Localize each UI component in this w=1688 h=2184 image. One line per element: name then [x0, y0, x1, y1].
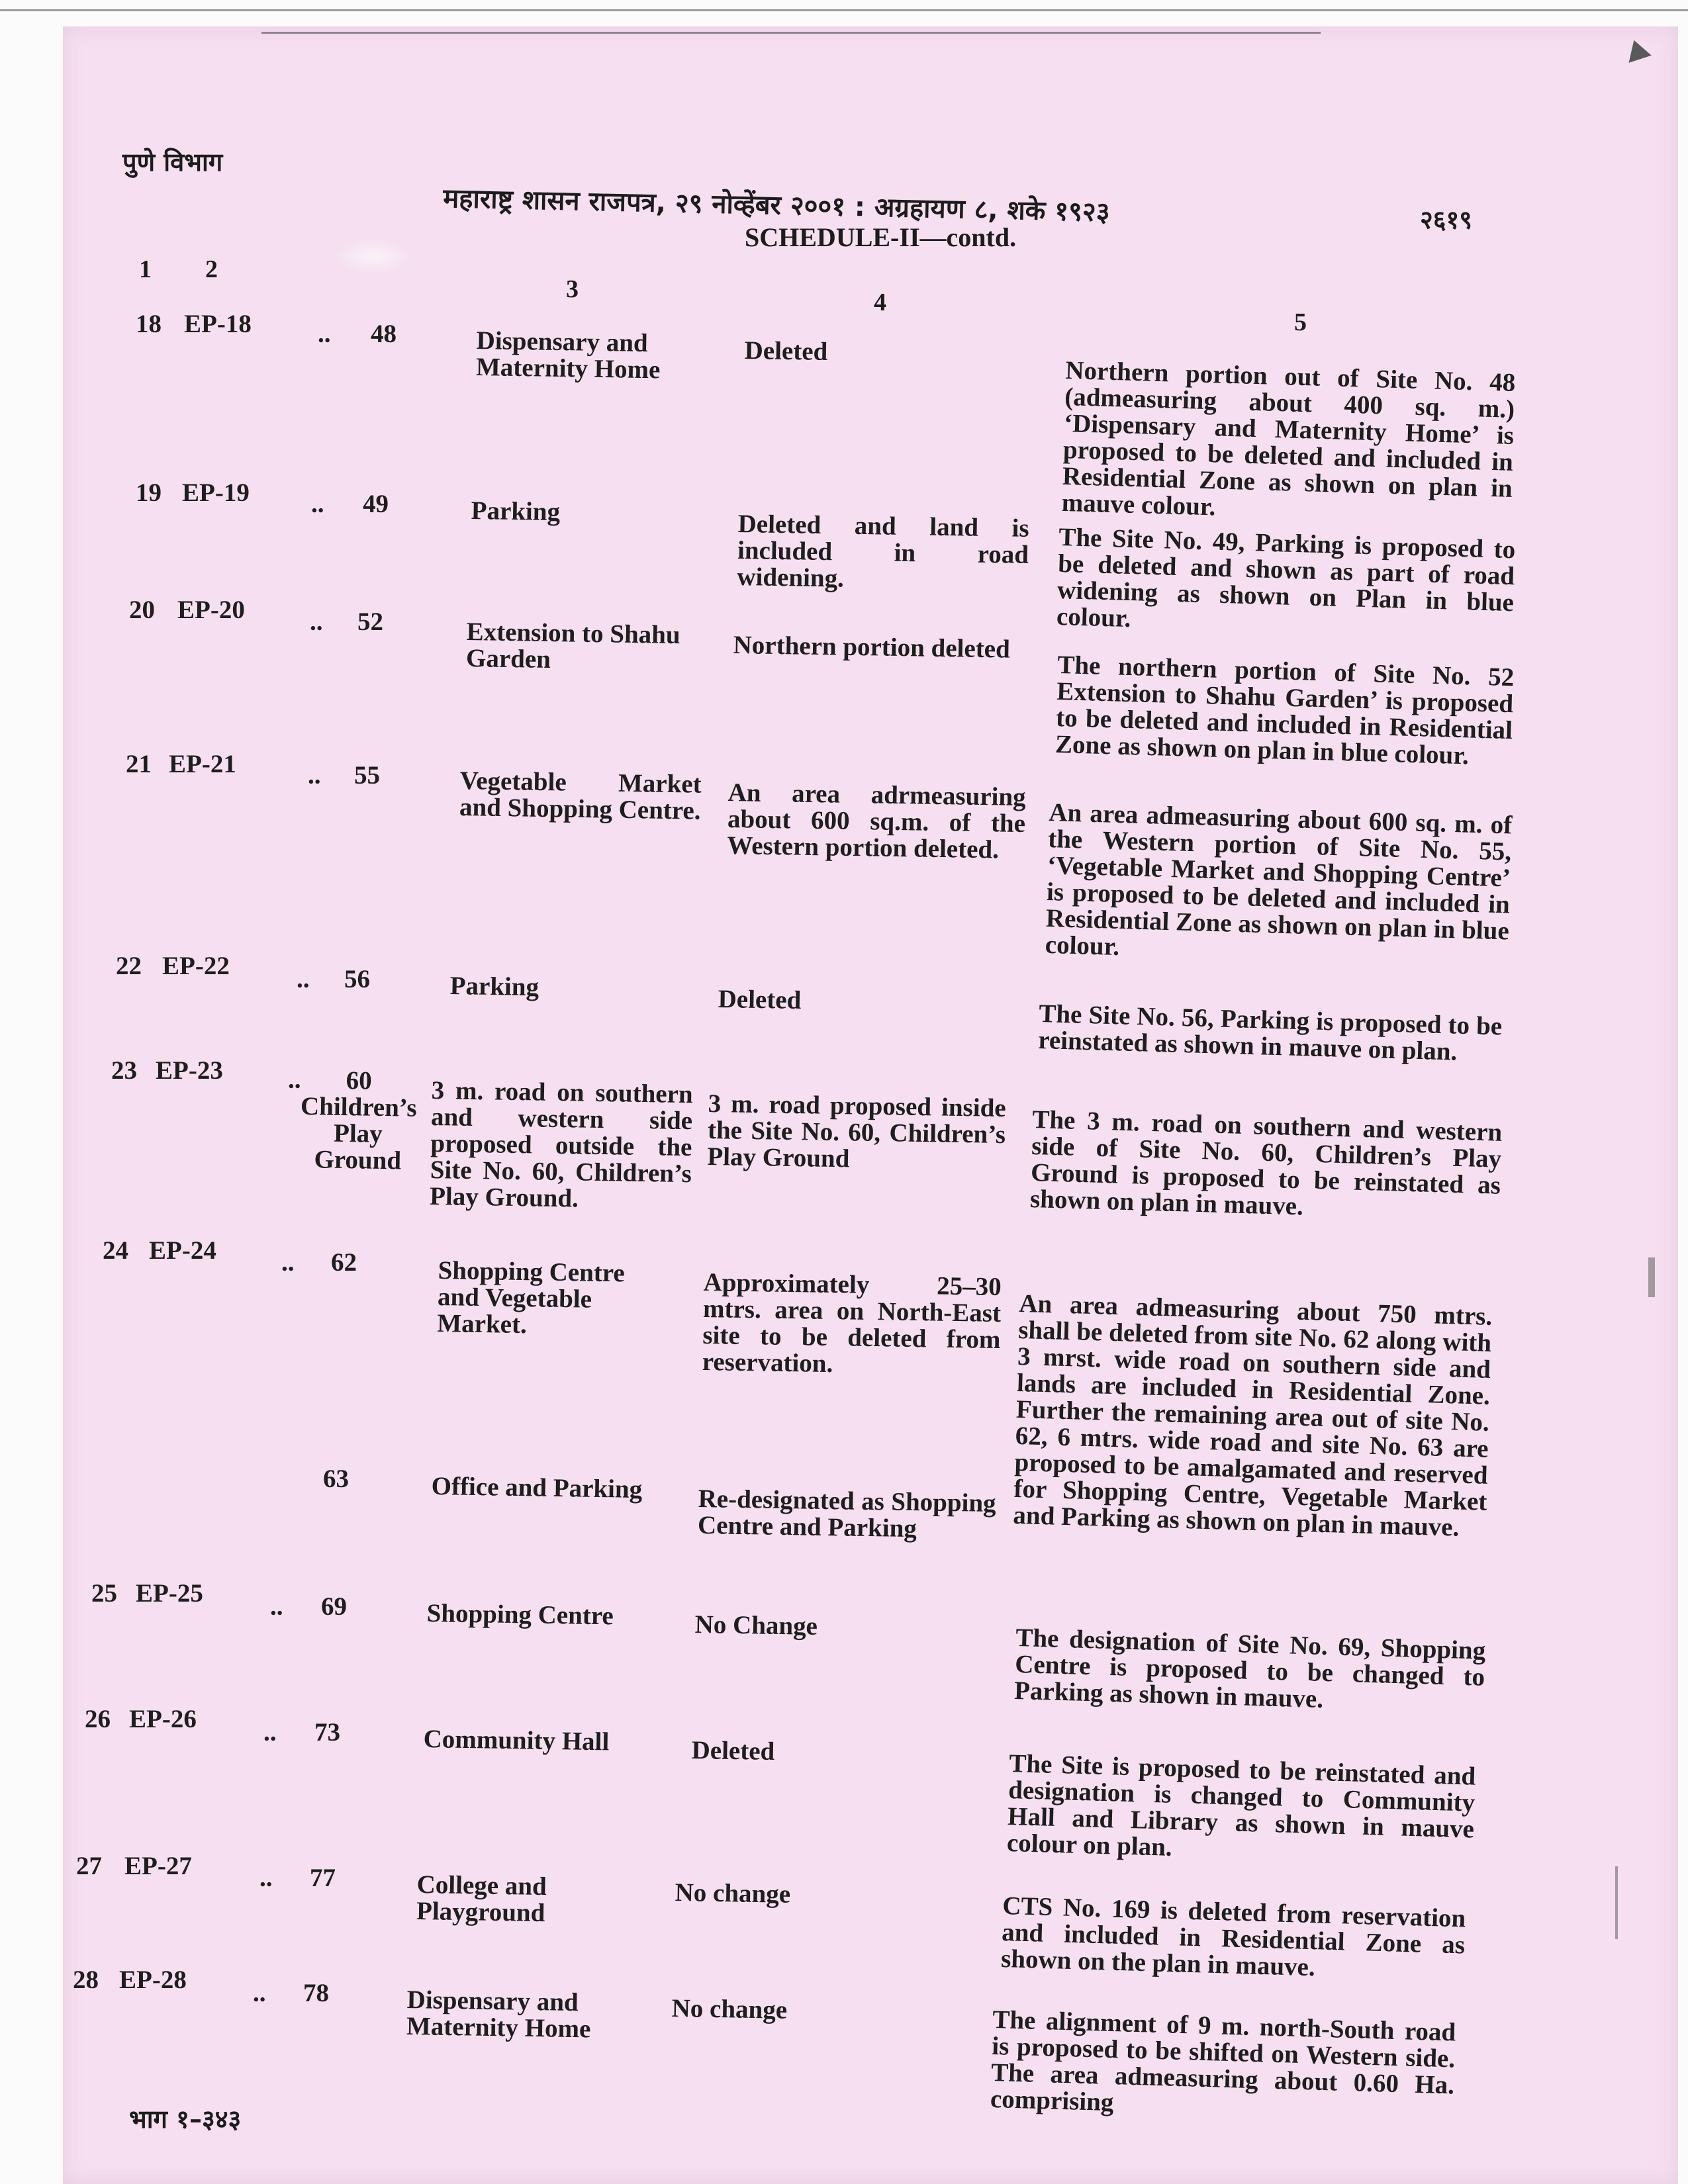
remarks: The Site No. 49, Parking is proposed to be deleted and shown as part of road widening as shown on Plan in blue colour.: [1056, 523, 1516, 633]
serial-number: 27: [76, 1852, 102, 1880]
site-number: 77: [310, 1864, 336, 1892]
modification: Re-designated as Shopping Centre and Parking: [697, 1484, 996, 1543]
column-number-5: 5: [1294, 308, 1307, 336]
purpose-of-reservation: Extension to Shahu Garden: [465, 617, 680, 674]
page-top-line: [261, 32, 1321, 34]
purpose-of-reservation: College and Playground: [416, 1870, 547, 1928]
modification: No change: [675, 1878, 791, 1909]
site-number: 62: [331, 1248, 357, 1277]
site-number: 69: [321, 1592, 347, 1621]
scan-top-rule: [0, 9, 1688, 11]
column-number-1: 1: [139, 255, 152, 283]
site-number: 52: [357, 608, 383, 636]
purpose-of-reservation: Shopping Centre and Vegetable Market.: [437, 1256, 626, 1340]
remarks: The designation of Site No. 69, Shopping Centre is proposed to be changed to Parking as shown in mauve.: [1013, 1623, 1486, 1713]
modification: 3 m. road proposed inside the Site No. 60, Children’s Play Ground: [707, 1089, 1006, 1173]
ep-code: EP-21: [169, 750, 236, 778]
ep-code: EP-20: [177, 596, 245, 624]
purpose-of-reservation: Dispensary and Maternity Home: [406, 1985, 591, 2044]
purpose-of-reservation: 3 m. road on southern and western side proposed outside the Site No. 60, Children’s Play Ground.: [429, 1076, 693, 1213]
ep-code: EP-23: [156, 1056, 223, 1085]
ditto-dots: ..: [270, 1592, 283, 1621]
ep-code: EP-28: [119, 1966, 187, 1994]
remarks: The alignment of 9 m. north-South road is proposed to be shifted on Western side. The area admeasuring about 0.60 Ha. comprising: [990, 2005, 1456, 2117]
ditto-dots: ..: [308, 761, 321, 790]
ep-code: EP-25: [136, 1579, 203, 1608]
purpose-of-reservation: Dispensary and Maternity Home: [475, 326, 661, 385]
serial-number: 24: [103, 1236, 128, 1265]
remarks: Northern portion out of Site No. 48 (admeasuring about 400 sq. m.) ‘Dispensary and Maternity Home’ is proposed to be deleted and included in Residential Zone as shown on plan in mauve colour.: [1061, 356, 1516, 522]
modification: No change: [671, 1994, 788, 2025]
modification: Northern portion deleted: [733, 631, 1011, 664]
margin-mark: [1615, 1866, 1618, 1939]
site-number: 48: [371, 320, 397, 348]
ep-code: EP-22: [162, 952, 230, 980]
modification: Deleted: [691, 1736, 775, 1766]
site-number: 56: [344, 965, 370, 993]
modification: Deleted: [718, 985, 802, 1015]
ep-code: EP-18: [184, 310, 252, 338]
serial-number: 26: [85, 1705, 111, 1733]
ditto-dots: ..: [288, 1066, 301, 1094]
ditto-dots: ..: [281, 1248, 295, 1277]
serial-number: 21: [126, 750, 152, 778]
ditto-dots: ..: [311, 490, 324, 518]
site-number: 49: [363, 490, 389, 518]
column-number-2: 2: [205, 255, 218, 283]
remarks: The 3 m. road on southern and western side of Site No. 60, Children’s Play Ground is proposed to be reinstated as shown on plan in mauve.: [1029, 1105, 1503, 1221]
modification: Approximately 25–30 mtrs. area on North-East site to be deleted from reservation.: [702, 1268, 1002, 1379]
remarks: An area admeasuring about 600 sq. m. of the Western portion of Site No. 55, ‘Vegetable Market and Shopping Centre’ is proposed to be deleted and included in Residential Zone as shown on plan in blue colour.: [1045, 798, 1513, 962]
serial-number: 20: [129, 596, 155, 624]
ditto-dots: ..: [318, 320, 331, 348]
ditto-dots: ..: [310, 608, 323, 636]
purpose-of-reservation: Vegetable Market and Shopping Centre.: [459, 766, 702, 825]
purpose-of-reservation: Shopping Centre: [426, 1599, 614, 1631]
purpose-of-reservation: Parking: [449, 972, 539, 1002]
remarks: The Site is proposed to be reinstated and designation is changed to Community Hall and Library as shown in mauve colour on plan.: [1006, 1749, 1476, 1862]
remarks: The Site No. 56, Parking is proposed to be reinstated as shown in mauve on plan.: [1037, 999, 1503, 1066]
column-number-4: 4: [874, 289, 886, 316]
column-number-3: 3: [566, 275, 579, 303]
paper-crease: [334, 238, 414, 275]
ditto-dots: ..: [253, 1979, 266, 2007]
serial-number: 19: [136, 478, 162, 507]
purpose-of-reservation: Office and Parking: [431, 1472, 643, 1504]
serial-number: 25: [91, 1579, 117, 1608]
serial-number: 23: [111, 1056, 137, 1085]
site-number: 55: [354, 761, 380, 790]
remarks: CTS No. 169 is deleted from reservation and included in Residential Zone as shown on the plan in mauve.: [1000, 1891, 1466, 1982]
serial-number: 18: [136, 310, 162, 338]
site-number: 63: [323, 1465, 349, 1493]
serial-number: 22: [116, 952, 142, 980]
ep-code: EP-26: [129, 1705, 197, 1733]
ep-code: EP-19: [182, 478, 250, 507]
remarks: An area admeasuring about 750 mtrs. shall be deleted from site No. 62 along with 3 mrst. wide road on southern side and lands are included in Residential Zone. Further the remaining area out of site No. 62, 6 mtrs. wide road and site No. 63 are proposed to be amalgamated and reserved for Shopping Centre, Vegetable Market and Parking as shown on plan in mauve.: [1012, 1289, 1493, 1542]
modification: Deleted: [744, 336, 828, 366]
modification: An area adrmeasuring about 600 sq.m. of the Western portion deleted.: [727, 778, 1026, 864]
margin-mark: [1648, 1257, 1655, 1297]
serial-number: 28: [73, 1966, 99, 1994]
ditto-dots: ..: [263, 1718, 277, 1747]
ditto-dots: ..: [297, 965, 310, 993]
page-number: २६१९: [1420, 205, 1473, 234]
page-footer-reference: भाग १–३४३: [129, 2105, 242, 2134]
modification: No Change: [694, 1610, 818, 1641]
remarks: The northern portion of Site No. 52 Extension to Shahu Garden’ is proposed to be deleted and included in Residential Zone as shown on plan in blue colour.: [1055, 651, 1515, 770]
site-number: 78: [303, 1979, 329, 2007]
schedule-title: SCHEDULE-II—contd.: [745, 222, 1017, 252]
ditto-dots: ..: [259, 1864, 273, 1892]
site-number: 60 Children’s Play Ground: [300, 1066, 417, 1175]
purpose-of-reservation: Parking: [471, 496, 561, 527]
division-label: पुणे विभाग: [122, 148, 223, 177]
modification: Deleted and land is included in road widening.: [737, 510, 1029, 593]
ep-code: EP-27: [124, 1852, 192, 1880]
site-number: 73: [314, 1718, 340, 1747]
gazette-title: महाराष्ट्र शासन राजपत्र, २९ नोव्हेंबर २००१ : अग्रहायण ८, शके १९२३: [442, 183, 1111, 228]
purpose-of-reservation: Community Hall: [423, 1725, 610, 1756]
ep-code: EP-24: [149, 1236, 216, 1265]
